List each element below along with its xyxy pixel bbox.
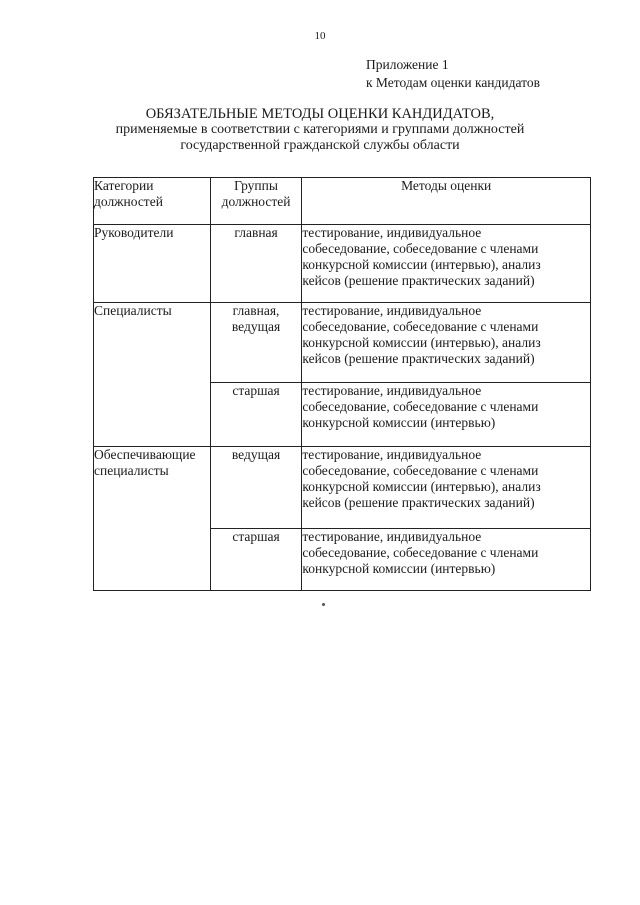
methods-line: собеседование, собеседование с членами	[302, 399, 539, 414]
methods-line: тестирование, индивидуальное	[302, 529, 482, 544]
group-line: старшая	[232, 383, 280, 398]
methods-line: конкурсной комиссии (интервью), анализ	[302, 257, 541, 272]
methods-cell	[302, 303, 591, 383]
category-line: Обеспечивающие	[94, 447, 196, 462]
methods-line: кейсов (решение практических заданий)	[302, 273, 535, 288]
scan-speck	[322, 603, 325, 606]
table-header-row	[94, 178, 591, 225]
methods-cell	[302, 383, 591, 447]
methods-cell	[302, 529, 591, 591]
group-line: ведущая	[231, 447, 281, 462]
methods-line: тестирование, индивидуальное	[302, 447, 482, 462]
header-group	[210, 178, 302, 225]
table-row	[94, 447, 591, 529]
group-line: ведущая	[231, 319, 281, 334]
group-cell	[210, 529, 302, 591]
category-cell	[94, 447, 211, 591]
table-row	[94, 225, 591, 303]
methods-line: конкурсной комиссии (интервью)	[302, 415, 496, 430]
group-cell	[210, 303, 302, 383]
header-category-line-2: должностей	[94, 194, 163, 209]
group-line: главная,	[232, 303, 280, 318]
group-cell	[210, 225, 302, 303]
appendix-line-1: Приложение 1	[366, 57, 449, 72]
methods-line: конкурсной комиссии (интервью)	[302, 561, 496, 576]
heading-subtitle-line-2: государственной гражданской службы области	[180, 138, 460, 153]
page-number: 10	[314, 30, 326, 42]
document-heading	[0, 106, 640, 154]
header-category-line-1: Категории	[94, 178, 154, 193]
heading-title: ОБЯЗАТЕЛЬНЫЕ МЕТОДЫ ОЦЕНКИ КАНДИДАТОВ,	[145, 106, 495, 122]
methods-line: кейсов (решение практических заданий)	[302, 351, 535, 366]
category-line: специалисты	[94, 463, 169, 478]
methods-line: тестирование, индивидуальное	[302, 303, 482, 318]
heading-subtitle-line-1: применяемые в соответствии с категориями и группами должностей	[115, 122, 525, 137]
methods-cell	[302, 225, 591, 303]
appendix-reference	[366, 56, 540, 92]
group-line: главная	[234, 225, 278, 240]
header-methods: Методы оценки	[302, 178, 591, 225]
group-cell	[210, 447, 302, 529]
methods-line: конкурсной комиссии (интервью), анализ	[302, 335, 541, 350]
header-category	[94, 178, 211, 225]
group-cell	[210, 383, 302, 447]
appendix-line-2: к Методам оценки кандидатов	[366, 75, 540, 90]
methods-line: собеседование, собеседование с членами	[302, 463, 539, 478]
header-group-line-2: должностей	[221, 194, 291, 209]
category-cell: Специалисты	[94, 303, 211, 447]
methods-line: собеседование, собеседование с членами	[302, 545, 539, 560]
table-row	[94, 303, 591, 383]
methods-line: кейсов (решение практических заданий)	[302, 495, 535, 510]
methods-line: тестирование, индивидуальное	[302, 383, 482, 398]
methods-line: конкурсной комиссии (интервью), анализ	[302, 479, 541, 494]
header-group-line-1: Группы	[234, 178, 278, 193]
methods-cell	[302, 447, 591, 529]
methods-line: собеседование, собеседование с членами	[302, 241, 539, 256]
group-line: старшая	[232, 529, 280, 544]
category-cell: Руководители	[94, 225, 211, 303]
methods-line: тестирование, индивидуальное	[302, 225, 482, 240]
methods-line: собеседование, собеседование с членами	[302, 319, 539, 334]
assessment-methods-table	[93, 177, 591, 591]
